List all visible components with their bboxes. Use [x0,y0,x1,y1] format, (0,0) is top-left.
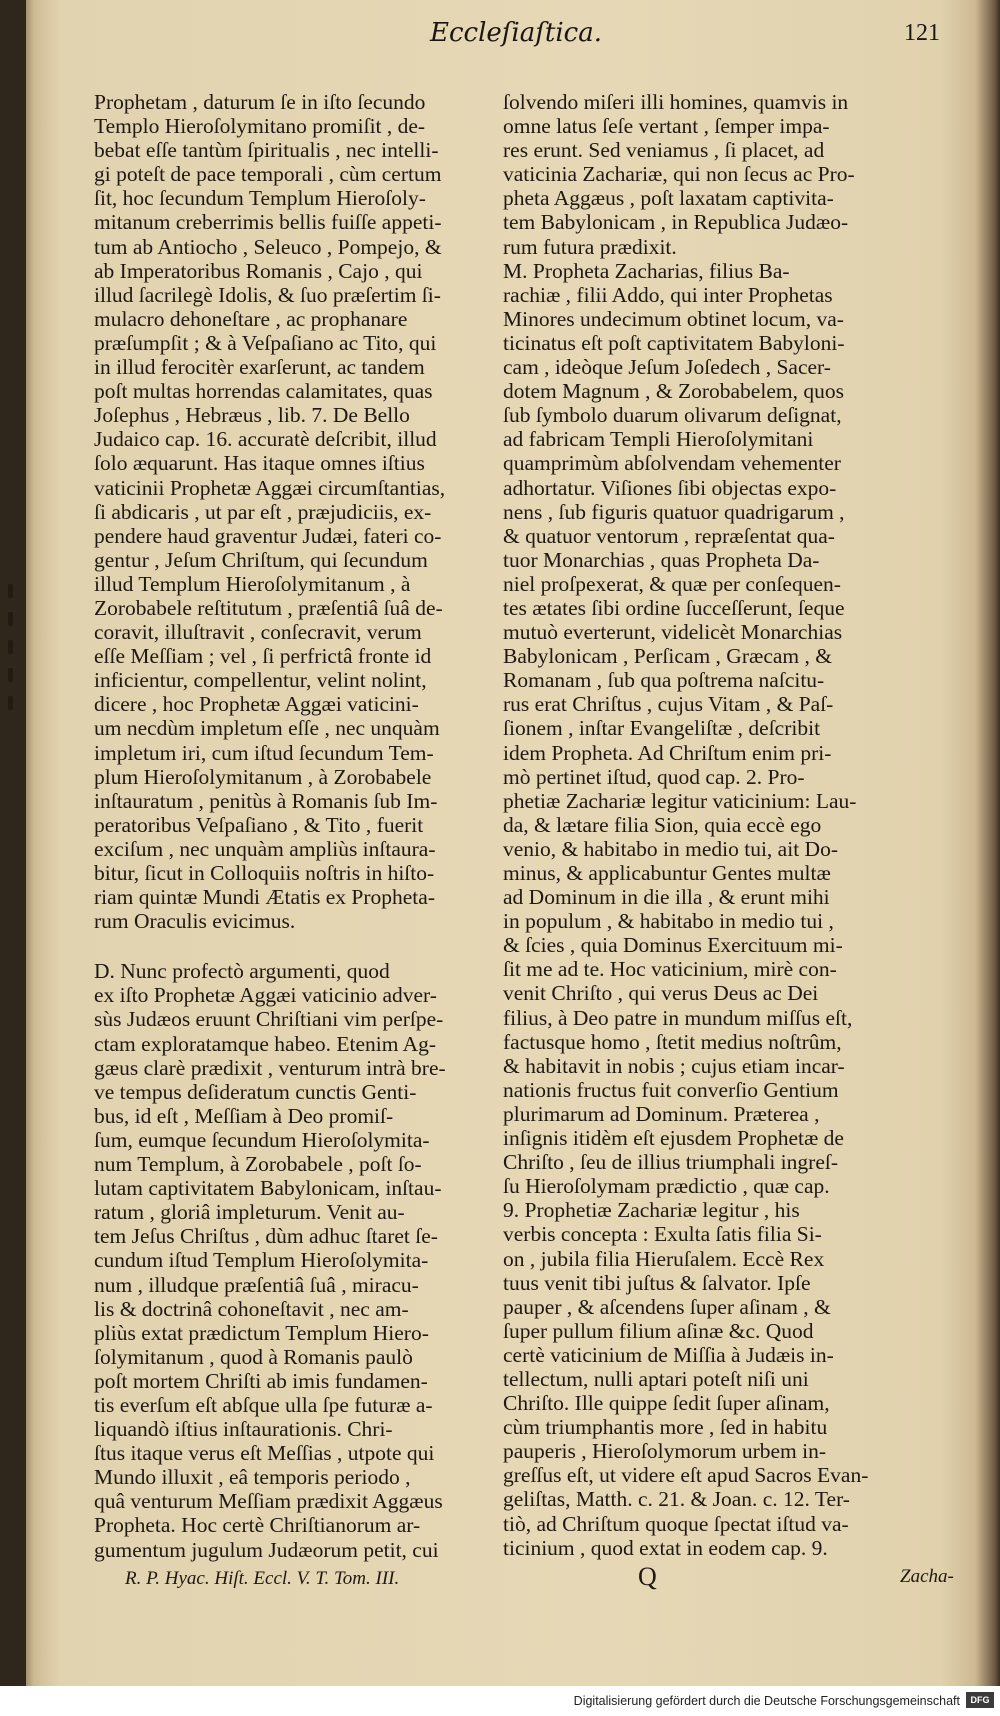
book-gutter [0,0,26,1716]
text-line: cundum iſtud Templum Hieroſolymita- [94,1248,429,1273]
text-line: ſolvendo miſeri illi homines, quamvis in [503,90,849,114]
left-text-column [94,90,489,1562]
text-line: Templo Hieroſolymitano promiſit , de- [94,114,426,139]
text-line: quâ venturum Meſſiam prædixit Aggæus [94,1489,443,1514]
text-line: geliſtas, Matth. c. 21. & Joan. c. 12. Ter- [503,1487,850,1512]
text-line: Zorobabele reſtitutum , præſentiâ ſuâ de- [94,595,443,620]
text-line: gæus clarè prædixit , venturum intrà bre- [94,1055,446,1080]
text-line: num , illudque præſentiâ ſuâ , miracu- [94,1272,419,1297]
text-line: gi poteſt de pace temporali , cùm certum [94,162,442,187]
text-line: vaticinii Prophetæ Aggæi circumſtantias, [94,475,446,500]
text-line: pauperis , Hieroſolymorum urbem in- [503,1439,827,1464]
text-line: in illud ferocitèr exarſerunt, ac tandem [94,355,425,380]
text-line: verbis concepta : Exulta ſatis filia Si- [503,1222,822,1247]
text-line: M. Propheta Zacharias, filius Ba- [503,258,790,283]
text-line: niel proſpexerat, & quæ per conſequen- [503,571,841,596]
text-line: poſt multas horrendas calamitates, quas [94,379,433,404]
text-line: greſſus eſt, ut videre eſt apud Sacros Evan- [503,1463,869,1488]
text-line: tuor Monarchias , quas Propheta Da- [503,547,820,572]
signature-mark: Q [638,1562,657,1591]
text-line: tem Jeſus Chriſtus , dùm adhuc ſtaret ſe- [94,1224,438,1249]
text-line: dotem Magnum , & Zorobabelem, quos [503,379,844,404]
text-line: quamprimùm abſolvendam vehementer [503,451,841,476]
text-line: ſu Hieroſolymam prædictio , quæ cap. [503,1174,830,1199]
text-line: Judaico cap. 16. accuratè deſcribit, illud [94,427,437,452]
signature-line: R. P. Hyac. Hiſt. Eccl. V. T. Tom. III. [125,1568,400,1589]
text-line: Prophetam , daturum ſe in iſto ſecundo [94,90,426,114]
text-line: tem Babylonicam , in Republica Judæo- [503,210,849,235]
text-line: da, & lætare filia Sion, quia eccè ego [503,812,822,837]
text-line: illud Templum Hieroſolymitanum , à [94,571,411,596]
text-line: Romanam , ſub qua poſtrema naſcitu- [503,668,825,693]
text-line: Mundo illuxit , eâ temporis periodo , [94,1465,411,1490]
text-line: plum Hieroſolymitanum , à Zorobabele [94,764,432,789]
text-line: lis & doctrinâ cohoneſtavit , nec am- [94,1296,409,1321]
text-line: ad fabricam Templi Hieroſolymitani [503,427,814,452]
text-line: filius, à Deo patre in mundum miſſus eſt, [503,1005,853,1030]
text-line: Babylonicam , Perſicam , Græcam , & [503,644,832,669]
text-line: mutuò everterunt, videlicèt Monarchias [503,620,843,645]
text-line: tiò, ad Chriſtum quoque ſpectat iſtud va- [503,1511,849,1536]
text-line: Joſephus , Hebræus , lib. 7. De Bello [94,403,410,428]
text-line: minus, & applicabuntur Gentes multæ [503,861,831,885]
text-line: 9. Prophetiæ Zachariæ legitur , his [503,1198,800,1223]
text-line: vaticinia Zachariæ, qui non ſecus ac Pro- [503,162,855,187]
text-line: in populum , & habitabo in medio tui , [503,909,834,934]
text-line: tum ab Antiocho , Seleuco , Pompejo, & [94,234,442,259]
text-line: cam , ideòque Jeſum Joſedech , Sacer- [503,355,831,380]
text-line: mò pertinet iſtud, quod cap. 2. Pro- [503,764,805,789]
text-line: illud ſacrilegè Idolis, & ſuo præſertim ſi- [94,282,441,307]
digitization-credit-bar [0,1686,1000,1716]
text-line: bus, id eſt , Meſſiam à Deo promiſ- [94,1103,394,1128]
text-line: adhortatur. Viſiones ſibi objectas expo- [503,475,837,500]
text-line: nationis fructus fuit converſio Gentium [503,1077,839,1102]
text-line: inſignis itidèm eſt ejusdem Prophetæ de [503,1126,844,1151]
text-line: D. Nunc profectò argumenti, quod [94,959,390,984]
text-line: inficientur, compellentur, velint nolint, [94,668,427,693]
text-line: ticinium , quod extat in eodem cap. 9. [503,1535,828,1560]
text-line: ſuper pullum filium aſinæ &c. Quod [503,1318,814,1343]
gutter-marks [4,570,18,770]
text-line: lutam captivitatem Babylonicam, inſtau- [94,1176,442,1201]
paragraph-gap [94,933,489,959]
text-line: tes ætates ſibi ordine ſucceſſerunt, ſeque [503,595,845,620]
text-line: venit Chriſto , qui verus Deus ac Dei [503,981,819,1006]
text-line: pendere haud graventur Judæi, fateri co- [94,523,442,548]
text-line: factusque homo , ſtetit medius noſtrûm, [503,1029,842,1054]
text-line: bitur, ſicut in Colloquiis noſtris in hiſto- [94,861,435,885]
text-line: rum Oraculis evicimus. [94,909,296,934]
text-line: ſub ſymbolo duarum olivarum deſignat, [503,403,842,428]
text-line: rachiæ , filii Addo, qui inter Prophetas [503,282,833,307]
text-line: ſionem , inſtar Evangeliſtæ , deſcribit [503,716,821,741]
text-line: liquandò iſtius inſtaurationis. Chri- [94,1417,393,1442]
text-line: ratum , gloriâ impleturum. Venit au- [94,1200,405,1225]
text-line: res erunt. Sed veniamus , ſi placet, ad [503,138,825,163]
text-line: pauper , & aſcendens ſuper aſinam , & [503,1294,831,1319]
text-line: inſtauratum , penitùs à Romanis ſub Im- [94,788,438,813]
text-line: plurimarum ad Dominum. Præterea , [503,1101,820,1126]
text-line: eſſe Meſſiam ; vel , ſi perfrictâ fronte id [94,644,432,669]
text-line: rus erat Chriſtus , cujus Vitam , & Paſ- [503,692,834,717]
text-line: Minores undecimum obtinet locum, va- [503,306,844,331]
text-line: Propheta. Hoc certè Chriſtianorum ar- [94,1513,421,1538]
book-page [30,0,988,1716]
text-line: ſtus itaque verus eſt Meſſias , utpote qui [94,1441,435,1466]
text-line: certè vaticinium de Miſſia à Judæis in- [503,1342,834,1367]
text-line: omne latus ſeſe vertant , ſemper impa- [503,114,830,139]
text-line: & quatuor ventorum , repræſentat qua- [503,523,835,548]
text-line: ad Dominum in die illa , & erunt mihi [503,885,830,910]
text-line: mulacro dehoneſtare , ac prophanare [94,306,408,331]
text-line: exciſum , nec unquàm ampliùs inſtaura- [94,836,436,861]
text-line: ex iſto Prophetæ Aggæi vaticinio adver- [94,983,437,1008]
text-line: tis everſum eſt abſque ulla ſpe futuræ a- [94,1392,433,1417]
text-line: sùs Judæos eruunt Chriſtiani vim perſpe- [94,1007,444,1032]
text-line: rum futura prædixit. [503,234,677,259]
text-line: ſolo æquarunt. Has itaque omnes iſtius [94,451,425,476]
text-line: riam quintæ Mundi Ætatis ex Propheta- [94,885,435,910]
credit-text: Digitalisierung gefördert durch die Deutsche Forschungsgemeinschaft [573,1694,960,1708]
text-line: ſit, hoc ſecundum Templum Hieroſoly- [94,186,426,211]
text-line: gentur , Jeſum Chriſtum, qui ſecundum [94,547,428,572]
text-line: mitanum creberrimis bellis fuiſſe appeti- [94,210,442,235]
text-line: nens , ſub figuris quatuor quadrigarum , [503,499,845,524]
text-line: ſit me ad te. Hoc vaticinium, mirè con- [503,957,837,982]
catchword: Zacha- [900,1566,954,1587]
text-line: dicere , hoc Prophetæ Aggæi vaticini- [94,692,419,717]
text-line: tuus venit tibi juſtus & ſalvator. Ipſe [503,1270,811,1295]
page-number: 121 [904,20,940,46]
text-line: Chriſto , ſeu de illius triumphali ingreſ- [503,1150,838,1175]
running-head-title: Eccleſiaſtica. [430,18,602,48]
text-line: & habitavit in nobis ; cujus etiam incar- [503,1053,845,1078]
text-line: bebat eſſe tantùm ſpiritualis , nec intelli- [94,138,439,163]
text-line: præſumpſit ; & à Veſpaſiano ac Tito, qui [94,330,437,355]
text-line: venio, & habitabo in medio tui, ait Do- [503,836,838,861]
text-line: pliùs extat prædictum Templum Hiero- [94,1320,429,1345]
text-line: cùm triumphantis more , ſed in habitu [503,1415,828,1440]
text-line: idem Propheta. Ad Chriſtum enim pri- [503,740,832,765]
text-line: ve tempus deſideratum cunctis Genti- [94,1079,417,1104]
dfg-logo: DFG [966,1692,994,1708]
text-line: ſum, eumque ſecundum Hieroſolymita- [94,1127,430,1152]
text-line: coravit, illuſtravit , conſecravit, verum [94,620,422,645]
running-head [390,18,950,58]
text-line: impletum iri, cum iſtud ſecundum Tem- [94,740,434,765]
right-text-column [503,90,923,1560]
text-line: peratoribus Veſpaſiano , & Tito , fuerit [94,812,424,837]
text-line: ſi abdicaris , ut par eſt , præjudiciis, ex- [94,499,432,524]
text-line: tellectum, nulli aptari poteſt niſi uni [503,1366,809,1391]
text-line: ticinatus eſt poſt captivitatem Babyloni- [503,330,845,355]
text-line: Chriſto. Ille quippe ſedit ſuper aſinam, [503,1391,830,1416]
text-line: poſt mortem Chriſti ab imis fundamen- [94,1368,428,1393]
text-line: num Templum, à Zorobabele , poſt ſo- [94,1152,422,1177]
text-line: ab Imperatoribus Romanis , Cajo , qui [94,258,423,283]
text-line: ſolymitanum , quod à Romanis paulò [94,1344,413,1369]
text-line: um necdùm impletum eſſe , nec unquàm [94,716,440,741]
text-line: gumentum jugulum Judæorum petit, cui [94,1537,439,1562]
text-line: on , jubila filia Hieruſalem. Eccè Rex [503,1246,825,1271]
text-line: phetiæ Zachariæ legitur vaticinium: Lau- [503,788,857,813]
text-line: pheta Aggæus , poſt laxatam captivita- [503,186,834,211]
text-line: ctam exploratamque habeo. Etenim Ag- [94,1031,437,1056]
text-line: & ſcies , quia Dominus Exercituum mi- [503,933,843,958]
